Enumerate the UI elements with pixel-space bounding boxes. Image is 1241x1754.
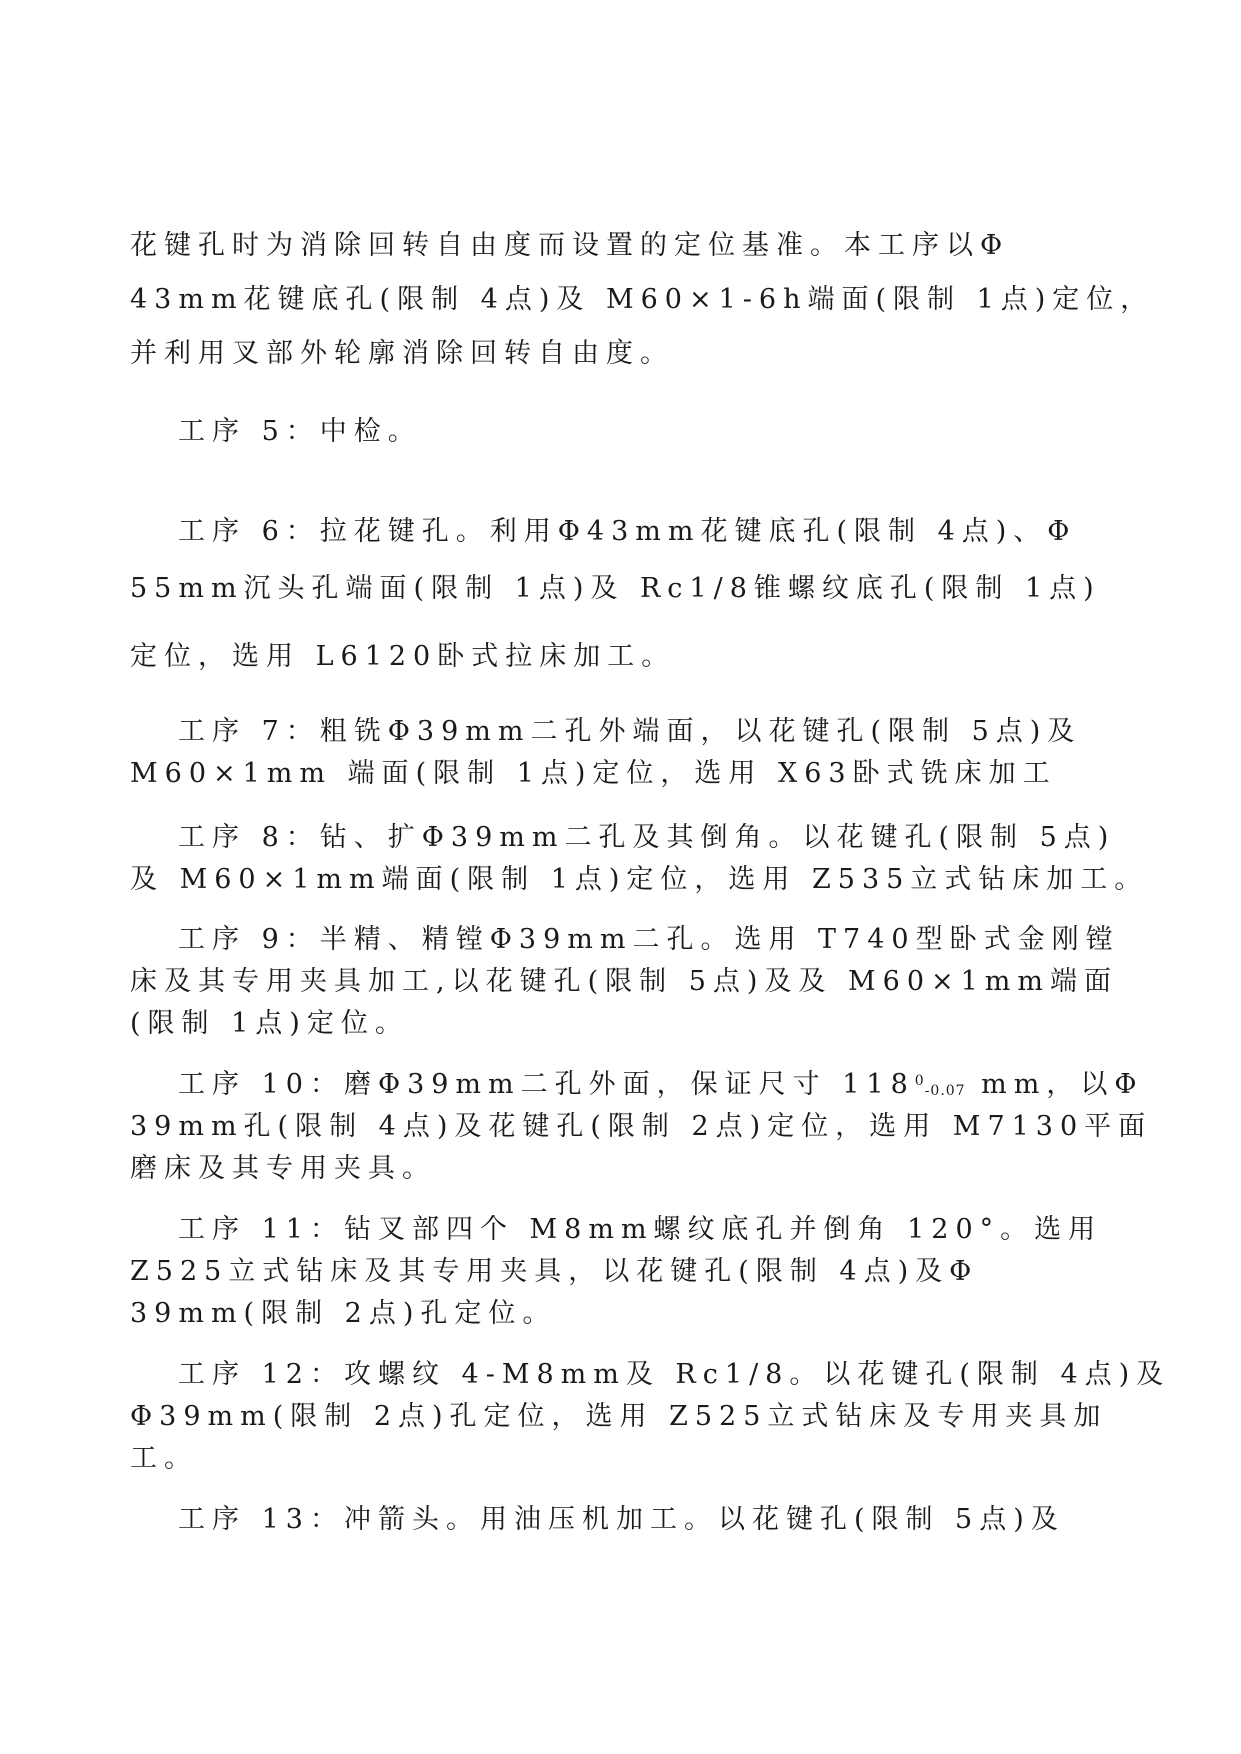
text-line: 及 M60×1mm端面(限制 1点)定位，选用 Z535立式钻床加工。	[130, 864, 1149, 895]
text-line: 工序 13：冲箭头。用油压机加工。以花键孔(限制 5点)及	[178, 1504, 1065, 1535]
text-line: 工。	[130, 1443, 198, 1474]
text-line: M60×1mm 端面(限制 1点)定位，选用 X63卧式铣床加工	[130, 758, 1057, 789]
text-line: Z525立式钻床及其专用夹具，以花键孔(限制 4点)及Φ	[130, 1256, 979, 1287]
text-line: 并利用叉部外轮廓消除回转自由度。	[130, 338, 674, 369]
text-line: 43mm花键底孔(限制 4点)及 M60×1-6h端面(限制 1点)定位，	[130, 284, 1155, 315]
tolerance-upper: 0	[914, 1073, 925, 1089]
text-line: 工序 6：拉花键孔。利用Φ43mm花键底孔(限制 4点)、Φ	[178, 516, 1077, 547]
text-line: 花键孔时为消除回转自由度而设置的定位基准。本工序以Φ	[130, 230, 1010, 261]
text-line: 工序 5：中检。	[178, 416, 422, 447]
text-line: 床及其专用夹具加工,以花键孔(限制 5点)及及 M60×1mm端面	[130, 966, 1119, 997]
text-line: 39mm(限制 2点)孔定位。	[130, 1298, 557, 1329]
text-line	[178, 1071, 1144, 1098]
text-line: 工序 9：半精、精镗Φ39mm二孔。选用 T740型卧式金刚镗	[178, 924, 1120, 955]
text-line: 工序 12：攻螺纹 4-M8mm及 Rc1/8。以花键孔(限制 4点)及	[178, 1359, 1171, 1390]
tolerance-lower: -0.07	[924, 1083, 966, 1099]
text-line: 工序 8：钻、扩Φ39mm二孔及其倒角。以花键孔(限制 5点)	[178, 822, 1116, 853]
text-line: 定位，选用 L6120卧式拉床加工。	[130, 641, 676, 672]
text-segment: 工序 10：磨Φ39mm二孔外面，保证尺寸 118	[178, 1069, 915, 1100]
text-line: 工序 7：粗铣Φ39mm二孔外端面，以花键孔(限制 5点)及	[178, 716, 1082, 747]
text-line: 55mm沉头孔端面(限制 1点)及 Rc1/8锥螺纹底孔(限制 1点)	[130, 573, 1101, 604]
text-segment: mm，以Φ	[965, 1069, 1144, 1100]
text-line: 工序 11：钻叉部四个 M8mm螺纹底孔并倒角 120°。选用	[178, 1214, 1103, 1245]
text-line: 磨床及其专用夹具。	[130, 1153, 436, 1184]
text-line: 39mm孔(限制 4点)及花键孔(限制 2点)定位，选用 M7130平面	[130, 1111, 1153, 1142]
text-line: (限制 1点)定位。	[130, 1008, 409, 1039]
text-line: Φ39mm(限制 2点)孔定位，选用 Z525立式钻床及专用夹具加	[130, 1401, 1108, 1432]
